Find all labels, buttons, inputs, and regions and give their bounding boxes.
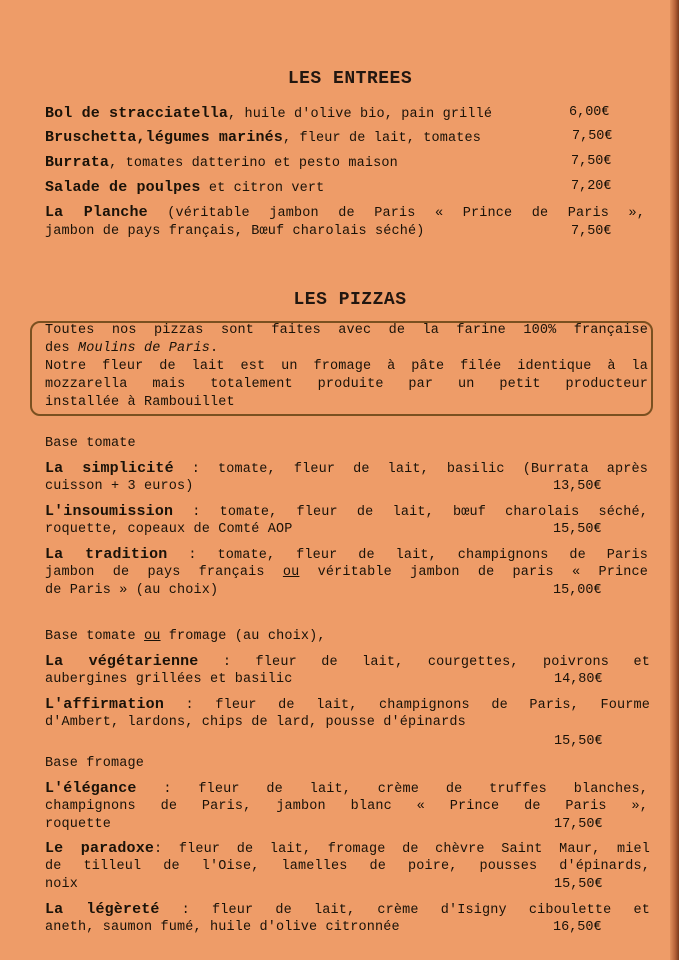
section-label: Base tomate bbox=[45, 436, 136, 451]
menu-item-desc: roquette bbox=[45, 817, 112, 832]
menu-item-desc: de Paris » (au choix) bbox=[45, 583, 219, 598]
section-label: Base fromage bbox=[45, 756, 145, 771]
price: 15,50€ bbox=[554, 877, 603, 892]
menu-item-pizza: La légèreté : fleur de lait, crème d'Isigny ciboulette et bbox=[45, 901, 650, 918]
price: 16,50€ bbox=[553, 920, 602, 935]
info-text: des Moulins de Paris. bbox=[45, 341, 219, 356]
menu-item-entree: Bruschetta,légumes marinés, fleur de lait, tomates bbox=[45, 129, 481, 146]
info-text: mozzarella mais totalement produite par un petit producteur bbox=[45, 377, 648, 392]
info-text: Notre fleur de lait est un fromage à pâte filée identique à la bbox=[45, 359, 648, 374]
price: 15,00€ bbox=[553, 583, 602, 598]
price: 7,50€ bbox=[571, 224, 612, 239]
menu-item-pizza: Le paradoxe: fleur de lait, fromage de chèvre Saint Maur, miel bbox=[45, 840, 650, 857]
menu-item-desc: de tilleul de l'Oise, lamelles de poire, pousses d'épinards, bbox=[45, 859, 650, 874]
menu-item-desc: aneth, saumon fumé, huile d'olive citronnée bbox=[45, 920, 400, 935]
menu-item-desc: champignons de Paris, jambon blanc « Prince de Paris », bbox=[45, 799, 648, 814]
price: 14,80€ bbox=[554, 672, 603, 687]
price: 17,50€ bbox=[554, 817, 603, 832]
menu-item-desc: cuisson + 3 euros) bbox=[45, 479, 194, 494]
menu-item-entree: Salade de poulpes et citron vert bbox=[45, 179, 325, 196]
menu-item-pizza: L'élégance : fleur de lait, crème de truffes blanches, bbox=[45, 780, 648, 797]
price: 15,50€ bbox=[554, 734, 603, 749]
page-edge-shadow bbox=[670, 0, 679, 960]
menu-item-pizza: La tradition : tomate, fleur de lait, champignons de Paris bbox=[45, 546, 648, 563]
info-text: Toutes nos pizzas sont faites avec de la farine 100% française bbox=[45, 323, 648, 338]
menu-item-entree: Bol de stracciatella, huile d'olive bio, pain grillé bbox=[45, 105, 493, 122]
menu-item-pizza: L'affirmation : fleur de lait, champignons de Paris, Fourme bbox=[45, 696, 650, 713]
price: 7,50€ bbox=[572, 129, 613, 144]
menu-item-entree: Burrata, tomates datterino et pesto maison bbox=[45, 154, 398, 171]
menu-item-desc: noix bbox=[45, 877, 79, 892]
price: 7,50€ bbox=[571, 154, 612, 169]
menu-item-entree: La Planche (véritable jambon de Paris « Prince de Paris », bbox=[45, 204, 645, 221]
menu-item-pizza: La végétarienne : fleur de lait, courgettes, poivrons et bbox=[45, 653, 650, 670]
menu-item-desc: d'Ambert, lardons, chips de lard, pousse d'épinards bbox=[45, 715, 466, 730]
price: 13,50€ bbox=[553, 479, 602, 494]
menu-item-desc: aubergines grillées et basilic bbox=[45, 672, 293, 687]
section-label: Base tomate ou fromage (au choix), bbox=[45, 629, 326, 644]
menu-item-desc: jambon de pays français, Bœuf charolais séché) bbox=[45, 224, 425, 239]
menu-item-pizza: L'insoumission : tomate, fleur de lait, bœuf charolais séché, bbox=[45, 503, 648, 520]
info-text: installée à Rambouillet bbox=[45, 395, 235, 410]
price: 6,00€ bbox=[569, 105, 610, 120]
entrees-heading: LES ENTREES bbox=[287, 69, 413, 89]
price: 15,50€ bbox=[553, 522, 602, 537]
menu-item-pizza: La simplicité : tomate, fleur de lait, basilic (Burrata après bbox=[45, 460, 648, 477]
pizzas-heading: LES PIZZAS bbox=[293, 290, 407, 310]
price: 7,20€ bbox=[571, 179, 612, 194]
menu-item-desc: jambon de pays français ou véritable jambon de paris « Prince bbox=[45, 565, 648, 580]
menu-item-desc: roquette, copeaux de Comté AOP bbox=[45, 522, 293, 537]
